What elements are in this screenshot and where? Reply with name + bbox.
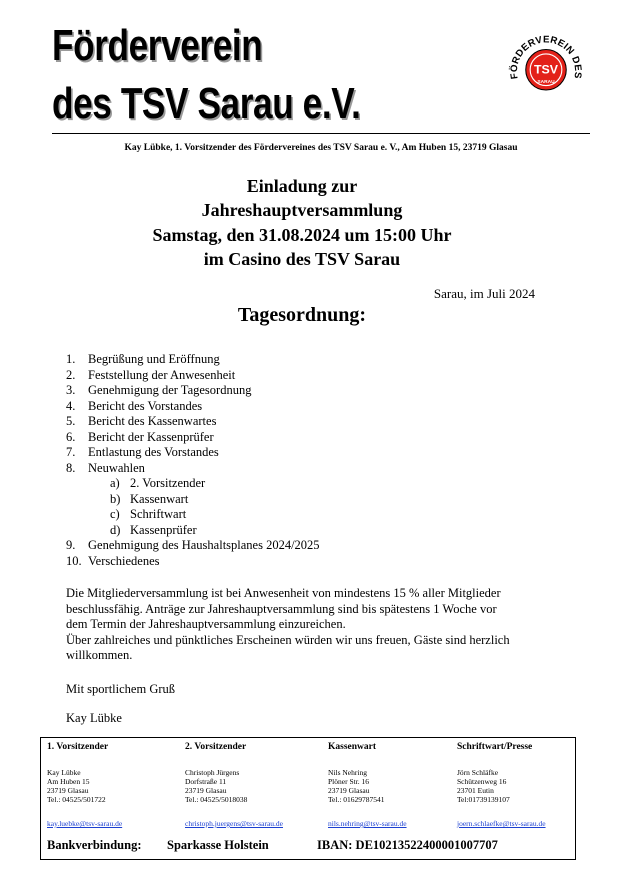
invitation-date: Samstag, den 31.08.2024 um 15:00 Uhr [152,225,452,245]
contact-name: Jörn Schläfke [457,768,499,777]
header-divider [52,133,590,134]
body-paragraph [66,586,566,664]
closing-greeting: Mit sportlichem Gruß [66,682,176,696]
invitation-line2: Jahreshauptversammlung [201,200,403,220]
bank-iban: IBAN: DE10213522400001007707 [317,838,498,852]
bank-details [47,838,498,853]
agenda-item: 6. Bericht der Kassenprüfer [66,429,214,444]
agenda-subitem: d) Kassenprüfer [110,522,197,537]
contact-city: 23719 Glasau [328,786,370,795]
body-line: Über zahlreiches und pünktliches Erscheinen würden wir uns freuen, Gäste sind herzlich [66,632,510,647]
body-line: dem Termin der Jahreshauptversammlung einzureichen. [66,617,346,631]
body-line: willkommen. [66,648,133,662]
contact-street: Am Huben 15 [47,777,90,786]
contact-phone: Tel:01739139107 [457,795,510,804]
contact-city: 23719 Glasau [185,786,227,795]
bank-label: Bankverbindung: [47,838,142,852]
agenda-subitem: b) Kassenwart [110,491,189,506]
contact-column [185,743,283,828]
contact-name: Christoph Jürgens [185,768,240,777]
contact-column [47,743,122,828]
sender-address: Kay Lübke, 1. Vorsitzender des Fördervereines des TSV Sarau e. V., Am Huben 15, 23719 Glasau [124,143,518,153]
agenda-item: 7. Entlastung des Vorstandes [66,445,219,459]
contact-email-link[interactable]: christoph.juergens@tsv-sarau.de [185,819,283,828]
logo-badge-subtext: SARAU [537,79,555,85]
agenda-item: 9. Genehmigung des Haushaltsplanes 2024/2025 [66,538,320,552]
agenda-item: 2. Feststellung der Anwesenheit [66,367,236,382]
agenda-item: 8. Neuwahlen [66,460,145,475]
signature-name: Kay Lübke [66,711,122,725]
agenda-item: 10. Verschiedenes [66,553,160,568]
logo-badge-text: TSV [534,62,558,77]
agenda-item: 5. Bericht des Kassenwartes [66,414,217,428]
body-line: Die Mitgliederversammlung ist bei Anwesenheit von mindestens 15 % aller Mitglieder [66,586,501,600]
header-title-line1: Förderverein [52,21,263,70]
contact-city: 23701 Eutin [457,786,494,795]
agenda-item: 4. Bericht des Vorstandes [66,398,203,413]
contact-role: Kassenwart [328,742,377,752]
contact-role: 1. Vorsitzender [47,742,109,752]
agenda-subitem: a) 2. Vorsitzender [110,476,206,490]
contact-column [328,743,407,828]
contact-city: 23719 Glasau [47,786,89,795]
contact-phone: Tel.: 01629787541 [328,795,385,804]
body-line: beschlussfähig. Anträge zur Jahreshauptversammlung sind bis spätestens 1 Woche vor [66,601,497,616]
place-date: Sarau, im Juli 2024 [433,286,535,301]
contact-email-link[interactable]: joern.schlaefke@tsv-sarau.de [457,819,546,828]
contact-email-link[interactable]: nils.nehring@tsv-sarau.de [328,819,407,828]
agenda-item: 1. Begrüßung und Eröffnung [66,352,220,366]
footer-contacts [40,737,576,860]
bank-name: Sparkasse Holstein [167,838,269,852]
contact-role: Schriftwart/Presse [457,742,533,752]
contact-street: Plöner Str. 16 [328,777,370,786]
agenda-item: 3. Genehmigung der Tagesordnung [66,383,252,397]
contact-role: 2. Vorsitzender [185,742,247,752]
header-title-line2: des TSV Sarau e.V. [52,79,361,128]
agenda-list [66,352,320,569]
contact-name: Kay Lübke [47,768,81,777]
invitation-location: im Casino des TSV Sarau [203,249,401,269]
contact-phone: Tel.: 04525/501722 [47,795,106,804]
contact-name: Nils Nehring [328,768,367,777]
contact-email-link[interactable]: kay.luebke@tsv-sarau.de [47,819,123,828]
contact-street: Schützenweg 16 [457,777,507,786]
agenda-title: Tagesordnung: [237,304,367,326]
invitation-line1: Einladung zur [246,176,358,196]
logo-ring-text: FÖRDERVEREIN DES [508,34,584,80]
contact-street: Dorfstraße 11 [185,777,227,786]
contact-column [457,743,546,828]
agenda-subitem: c) Schriftwart [110,507,187,521]
contact-phone: Tel.: 04525/5018038 [185,795,248,804]
club-logo [502,24,590,112]
